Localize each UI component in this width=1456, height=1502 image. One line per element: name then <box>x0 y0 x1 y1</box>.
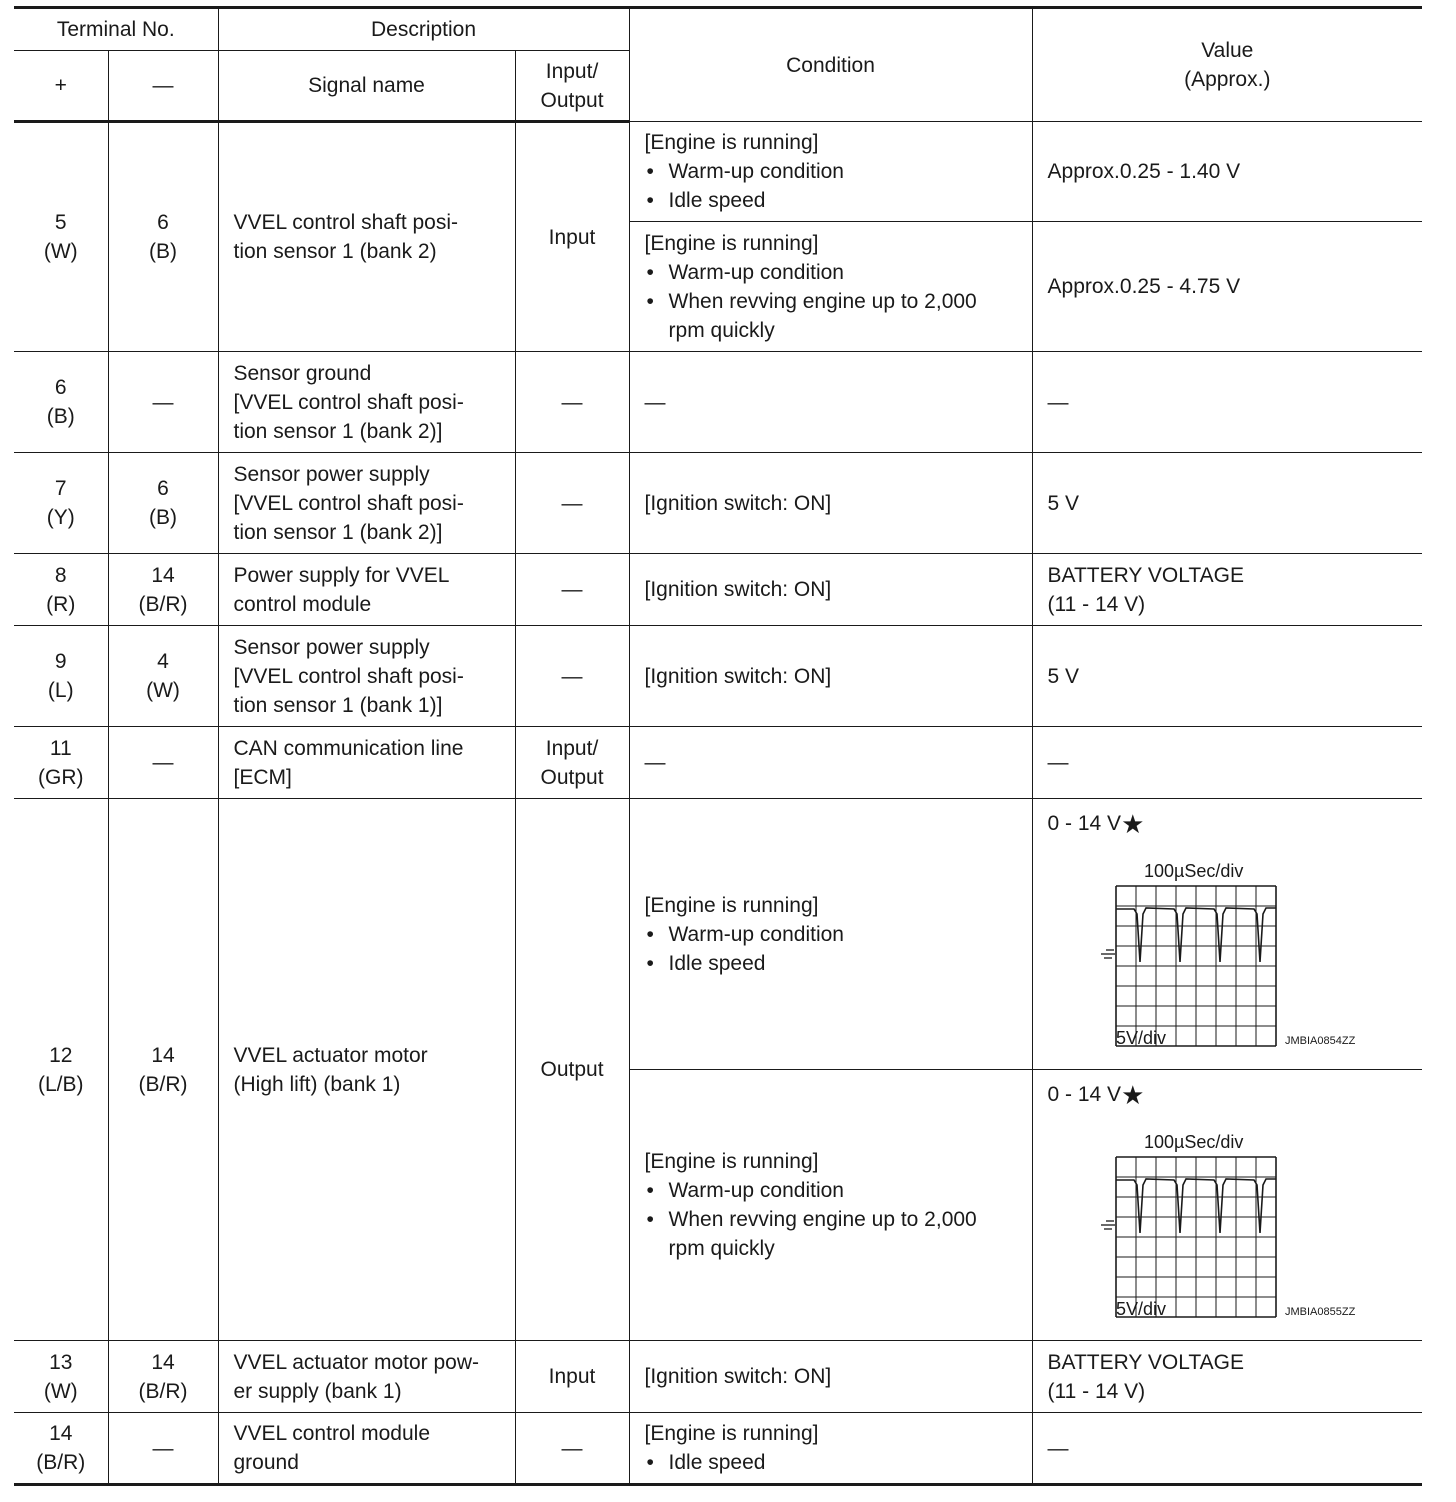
oscilloscope-waveform-idle <box>1048 840 1388 1048</box>
condition <box>629 122 1032 222</box>
star-icon: ★ <box>1121 1079 1145 1110</box>
table-row <box>14 352 1422 453</box>
input-output: — <box>515 554 629 626</box>
table-row <box>14 122 1422 222</box>
table-row <box>14 453 1422 554</box>
input-output: Input/ Output <box>515 727 629 799</box>
terminal-plus: 6 (B) <box>14 352 108 453</box>
condition-bullet: • When revving engine up to 2,000 rpm quickly <box>645 287 1017 345</box>
terminal-plus: 13 (W) <box>14 1341 108 1413</box>
condition <box>629 1413 1032 1485</box>
oscilloscope-waveform-revving <box>1048 1111 1388 1319</box>
terminal-minus: — <box>108 352 218 453</box>
value: Approx.0.25 - 1.40 V <box>1032 122 1422 222</box>
time-division-label: 100µSec/div <box>1143 1132 1243 1152</box>
table-row <box>14 554 1422 626</box>
figure-reference: JMBIA0854ZZ <box>1284 1035 1355 1047</box>
volt-division-label: 5V/div <box>1115 1299 1166 1319</box>
terminal-table <box>14 6 1422 1486</box>
condition-head: [Engine is running] <box>644 131 819 154</box>
value: 5 V <box>1032 626 1422 727</box>
signal-name: Sensor power supply [VVEL control shaft posi- tion sensor 1 (bank 1)] <box>218 626 515 727</box>
terminal-plus: 11 (GR) <box>14 727 108 799</box>
terminal-minus: — <box>108 727 218 799</box>
condition: [Ignition switch: ON] <box>629 1341 1032 1413</box>
table-row <box>14 626 1422 727</box>
condition: — <box>629 352 1032 453</box>
condition: [Ignition switch: ON] <box>629 554 1032 626</box>
condition-bullet: • When revving engine up to 2,000 rpm quickly <box>645 1205 1017 1263</box>
condition-bullet: • Warm-up condition <box>645 1176 1017 1205</box>
input-output: — <box>515 626 629 727</box>
condition-bullet: • Idle speed <box>645 186 1017 215</box>
condition-head: [Engine is running] <box>644 893 819 917</box>
input-output: — <box>515 352 629 453</box>
condition: [Ignition switch: ON] <box>629 453 1032 554</box>
condition-bullet: • Warm-up condition <box>645 157 1017 186</box>
value: — <box>1032 1413 1422 1485</box>
signal-name: VVEL actuator motor pow- er supply (bank 1) <box>218 1341 515 1413</box>
input-output: Output <box>515 799 629 1341</box>
condition <box>629 799 1032 1070</box>
value: BATTERY VOLTAGE (11 - 14 V) <box>1032 1341 1422 1413</box>
condition <box>629 1070 1032 1341</box>
terminal-plus: 8 (R) <box>14 554 108 626</box>
star-icon: ★ <box>1121 808 1145 839</box>
signal-name: Sensor power supply [VVEL control shaft posi- tion sensor 1 (bank 2)] <box>218 453 515 554</box>
input-output: — <box>515 453 629 554</box>
signal-name: CAN communication line [ECM] <box>218 727 515 799</box>
terminal-plus: 9 (L) <box>14 626 108 727</box>
header-input-output: Input/ Output <box>515 51 629 122</box>
header-signal-name: Signal name <box>218 51 515 122</box>
terminal-minus: 4 (W) <box>108 626 218 727</box>
value-waveform <box>1032 1070 1422 1341</box>
value-waveform <box>1032 799 1422 1070</box>
condition-bullet: • Idle speed <box>645 949 1017 978</box>
header-value: Value (Approx.) <box>1032 8 1422 122</box>
header-description: Description <box>218 8 629 51</box>
header-condition: Condition <box>629 8 1032 122</box>
ground-symbol-icon <box>1101 950 1115 958</box>
terminal-minus: — <box>108 1413 218 1485</box>
condition-head: [Engine is running] <box>644 231 819 255</box>
signal-name: VVEL control shaft posi- tion sensor 1 (bank 2) <box>218 122 515 352</box>
table-row <box>14 1341 1422 1413</box>
table-row <box>14 799 1422 1070</box>
terminal-minus: 14 (B/R) <box>108 1341 218 1413</box>
value: 0 - 14 V <box>1047 812 1122 835</box>
condition-bullet: • Warm-up condition <box>645 920 1017 949</box>
oscilloscope-grid <box>1116 886 1276 1046</box>
terminal-plus: 14 (B/R) <box>14 1413 108 1485</box>
table-row <box>14 1413 1422 1485</box>
table-row <box>14 727 1422 799</box>
value: Approx.0.25 - 4.75 V <box>1032 222 1422 352</box>
value: — <box>1032 727 1422 799</box>
time-division-label: 100µSec/div <box>1143 861 1243 881</box>
condition-bullet: • Idle speed <box>645 1448 1017 1477</box>
value: 5 V <box>1032 453 1422 554</box>
input-output: — <box>515 1413 629 1485</box>
input-output: Input <box>515 122 629 352</box>
header-terminal-no: Terminal No. <box>14 8 218 51</box>
header-minus: — <box>108 51 218 122</box>
signal-name: VVEL actuator motor (High lift) (bank 1) <box>218 799 515 1341</box>
terminal-minus: 6 (B) <box>108 122 218 352</box>
signal-name: Sensor ground [VVEL control shaft posi- tion sensor 1 (bank 2)] <box>218 352 515 453</box>
signal-name: VVEL control module ground <box>218 1413 515 1485</box>
condition-head: [Engine is running] <box>644 1422 819 1445</box>
value: — <box>1032 352 1422 453</box>
condition: [Ignition switch: ON] <box>629 626 1032 727</box>
terminal-plus: 12 (L/B) <box>14 799 108 1341</box>
condition-bullet: • Warm-up condition <box>645 258 1017 287</box>
figure-reference: JMBIA0855ZZ <box>1284 1306 1355 1318</box>
value: BATTERY VOLTAGE (11 - 14 V) <box>1032 554 1422 626</box>
terminal-plus: 5 (W) <box>14 122 108 352</box>
condition: — <box>629 727 1032 799</box>
volt-division-label: 5V/div <box>1115 1028 1166 1048</box>
signal-name: Power supply for VVEL control module <box>218 554 515 626</box>
oscilloscope-grid <box>1116 1157 1276 1317</box>
terminal-minus: 14 (B/R) <box>108 799 218 1341</box>
input-output: Input <box>515 1341 629 1413</box>
condition-head: [Engine is running] <box>644 1150 819 1173</box>
condition <box>629 222 1032 352</box>
terminal-minus: 14 (B/R) <box>108 554 218 626</box>
ground-symbol-icon <box>1101 1221 1115 1229</box>
header-plus: + <box>14 51 108 122</box>
terminal-minus: 6 (B) <box>108 453 218 554</box>
terminal-plus: 7 (Y) <box>14 453 108 554</box>
value: 0 - 14 V <box>1047 1083 1122 1106</box>
